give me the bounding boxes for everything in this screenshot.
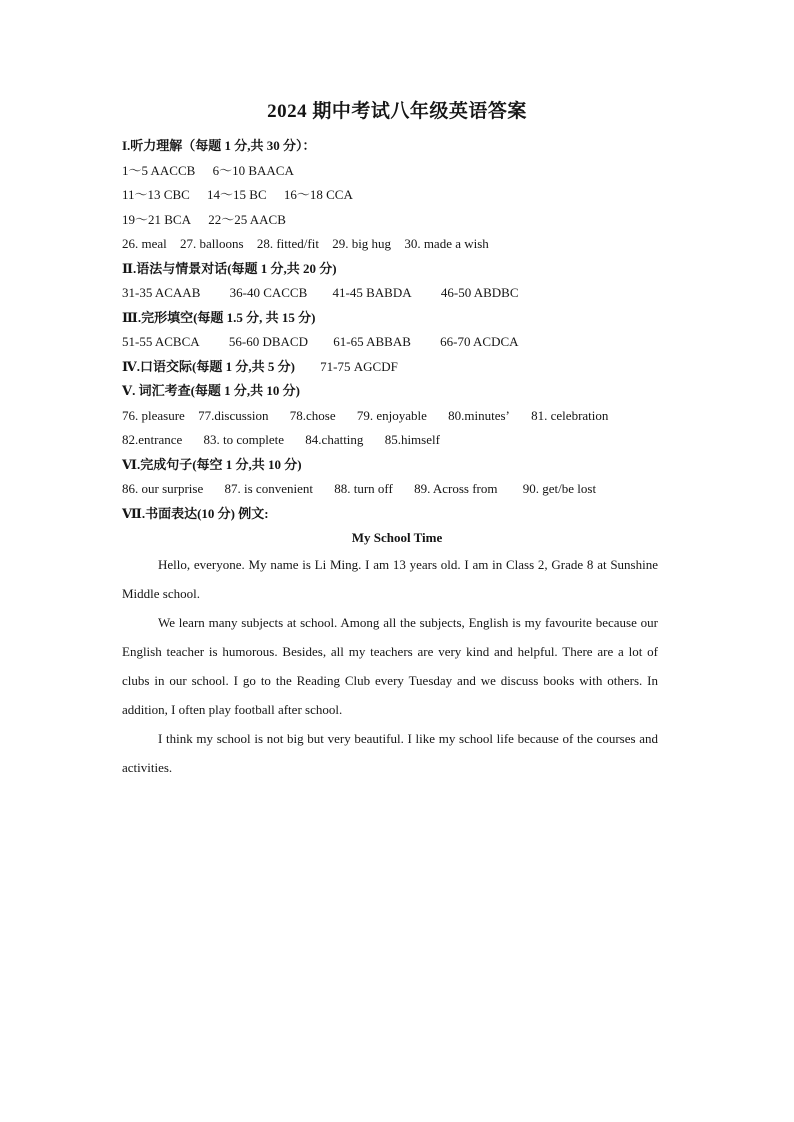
answer-item: 79. enjoyable: [356, 407, 427, 423]
section-5-row-1: [122, 404, 682, 429]
section-1-row-4: [122, 232, 682, 257]
answer-group: 19～21 BCA: [122, 211, 191, 227]
answer-item: 26. meal: [122, 236, 167, 251]
answer-item: 85.himself: [384, 432, 440, 447]
answer-item: 88. turn off: [334, 481, 393, 496]
answer-item: 83. to complete: [203, 432, 285, 447]
answer-item: 76. pleasure: [122, 407, 185, 423]
answer-item: 30. made a wish: [404, 236, 489, 251]
section-1-row-1: [122, 159, 682, 184]
answer-group: 36-40 CACCB: [229, 285, 308, 300]
answer-item: 81. celebration: [531, 407, 609, 423]
answer-item: 89. Across from: [414, 481, 498, 496]
answer-item: 27. balloons: [180, 236, 244, 251]
answer-group: 46-50 ABDBC: [440, 285, 519, 300]
section-1-heading: I.听力理解（每题 1 分,共 30 分）：: [122, 138, 316, 153]
answer-group: 16～18 CCA: [283, 187, 353, 202]
section-7-heading: Ⅶ.书面表达(10 分) 例文:: [122, 505, 269, 521]
section-4-row: [122, 355, 682, 380]
answer-item: 82.entrance: [122, 432, 183, 447]
answer-group: 61-65 ABBAB: [333, 334, 411, 349]
section-2-row-1: [122, 281, 682, 306]
essay-title: My School Time: [351, 530, 443, 545]
answer-item: 84.chatting: [305, 432, 364, 447]
section-1-row-3: [122, 208, 682, 233]
answer-item: 80.minutes’: [448, 407, 510, 423]
section-5-row-2: [122, 428, 682, 453]
section-4-heading: Ⅳ.口语交际(每题 1 分,共 5 分): [122, 358, 295, 374]
section-6-row-1: [122, 477, 682, 502]
answer-group: 31-35 ACAAB: [122, 285, 201, 300]
answer-group: 1～5 AACCB: [122, 162, 196, 178]
answer-group: 66-70 ACDCA: [440, 334, 519, 349]
answer-item: 28. fitted/fit: [256, 236, 319, 251]
essay-paragraph-3: I think my school is not big but very beautiful. I like my school life because of the courses and activities.: [122, 731, 658, 775]
answer-group: 11～13 CBC: [122, 187, 190, 202]
essay-paragraph-1: Hello, everyone. My name is Li Ming. I am 13 years old. I am in Class 2, Grade 8 at Sunshine Middle school.: [122, 557, 658, 601]
answer-item: 90. get/be lost: [522, 481, 597, 496]
answer-group: 71-75 AGCDF: [320, 358, 398, 374]
answer-item: 29. big hug: [332, 236, 392, 251]
section-2-heading: Ⅱ.语法与情景对话(每题 1 分,共 20 分): [122, 260, 337, 276]
section-5-heading: Ⅴ. 词汇考查(每题 1 分,共 10 分): [122, 383, 300, 398]
answer-group: 14～15 BC: [207, 187, 267, 202]
answer-item: 86. our surprise: [122, 481, 204, 496]
answer-sections: [122, 134, 682, 526]
section-3-row-1: [122, 330, 682, 355]
answer-group: 51-55 ACBCA: [122, 334, 200, 349]
answer-item: 78.chose: [289, 407, 336, 423]
answer-group: 41-45 BABDA: [332, 285, 412, 300]
section-3-heading: Ⅲ.完形填空(每题 1.5 分, 共 15 分): [122, 309, 316, 325]
answer-item: 77.discussion: [198, 407, 269, 423]
page-title: 2024 期中考试八年级英语答案: [267, 101, 527, 122]
answer-item: 87. is convenient: [224, 481, 313, 496]
answer-group: 22～25 AACB: [208, 211, 286, 227]
answer-group: 6～10 BAACA: [212, 162, 294, 178]
section-1-row-2: [122, 183, 682, 208]
section-6-heading: Ⅵ.完成句子(每空 1 分,共 10 分): [122, 456, 302, 472]
sample-essay: [122, 550, 658, 782]
essay-paragraph-2: We learn many subjects at school. Among all the subjects, English is my favourite because our English teacher is humorous. Besides, all my teachers are very kind and helpful. There are a lot of clubs in our school. I go to the Reading Club every Tuesday and we discuss books with others. In addition, I often play football after school.: [122, 615, 658, 717]
answer-group: 56-60 DBACD: [228, 334, 308, 349]
